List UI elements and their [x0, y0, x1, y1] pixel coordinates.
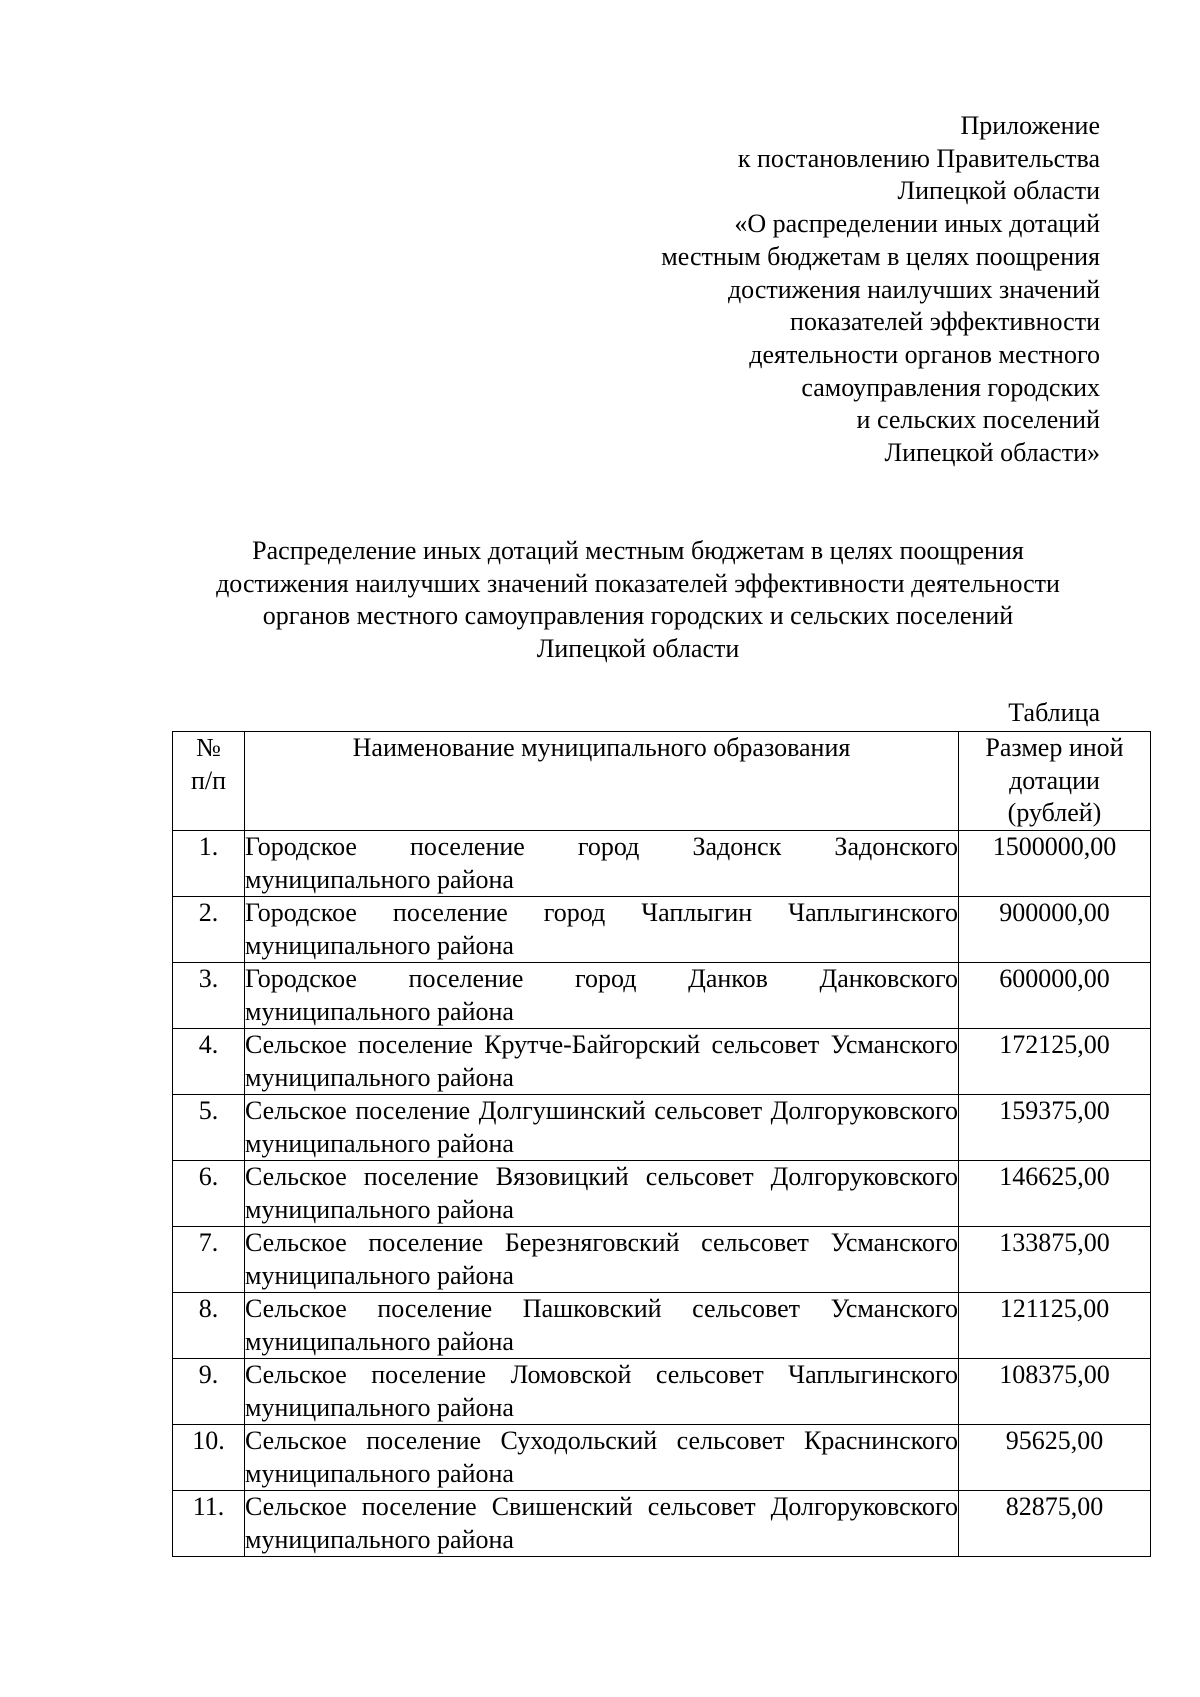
- appendix-line: достижения наилучших значений: [727, 274, 1100, 304]
- appendix-line: показателей эффективности: [790, 307, 1100, 337]
- row-amount: 900000,00: [959, 897, 1151, 963]
- row-name: Городское поселение город Данков Данковского муниципального района: [245, 963, 959, 1029]
- appendix-line: «О распределении иных дотаций: [734, 209, 1100, 239]
- row-amount: 159375,00: [959, 1095, 1151, 1161]
- appendix-line: и сельских поселений: [856, 405, 1100, 435]
- table-row: [173, 1359, 1151, 1425]
- row-name: Сельское поселение Крутче-Байгорский сельсовет Усманского муниципального района: [245, 1029, 959, 1095]
- row-number: 6.: [173, 1161, 245, 1227]
- table-row: [173, 897, 1151, 963]
- appendix-line: Липецкой области»: [884, 438, 1100, 468]
- table-row: [173, 1425, 1151, 1491]
- header-amount-line: (рублей): [1007, 798, 1102, 827]
- table-row: [173, 1227, 1151, 1293]
- appendix-line: местным бюджетам в целях поощрения: [661, 241, 1100, 271]
- appendix-line: Липецкой области: [897, 176, 1100, 206]
- row-name: Сельское поселение Березняговский сельсовет Усманского муниципального района: [245, 1227, 959, 1293]
- table-row: [173, 831, 1151, 897]
- title-line: Распределение иных дотаций местным бюджетам в целях поощрения: [252, 536, 1024, 565]
- table-row: [173, 1095, 1151, 1161]
- row-name: Городское поселение город Чаплыгин Чаплыгинского муниципального района: [245, 897, 959, 963]
- row-amount: 133875,00: [959, 1227, 1151, 1293]
- header-amount: [959, 732, 1151, 831]
- table-row: [173, 1029, 1151, 1095]
- row-name: Сельское поселение Суходольский сельсовет Краснинского муниципального района: [245, 1425, 959, 1491]
- row-amount: 1500000,00: [959, 831, 1151, 897]
- row-number: 5.: [173, 1095, 245, 1161]
- table-row: [173, 1491, 1151, 1557]
- row-amount: 146625,00: [959, 1161, 1151, 1227]
- table-row: [173, 1161, 1151, 1227]
- title-line: Липецкой области: [536, 633, 740, 663]
- table-label: Таблица: [1008, 698, 1100, 727]
- grants-table: [172, 731, 1151, 1557]
- header-number-line: п/п: [190, 765, 227, 795]
- row-name: Сельское поселение Пашковский сельсовет Усманского муниципального района: [245, 1293, 959, 1359]
- table-row: [173, 1293, 1151, 1359]
- appendix-line: Приложение: [960, 111, 1100, 140]
- row-amount: 108375,00: [959, 1359, 1151, 1425]
- row-amount: 82875,00: [959, 1491, 1151, 1557]
- row-number: 2.: [173, 897, 245, 963]
- document-title: [173, 535, 1103, 665]
- row-number: 7.: [173, 1227, 245, 1293]
- row-name: Сельское поселение Ломовской сельсовет Чаплыгинского муниципального района: [245, 1359, 959, 1425]
- table-header-row: [173, 732, 1151, 831]
- row-number: 9.: [173, 1359, 245, 1425]
- appendix-line: к постановлению Правительства: [737, 143, 1100, 173]
- header-amount-line: Размер иной: [985, 733, 1124, 762]
- row-name: Сельское поселение Свишенский сельсовет Долгоруковского муниципального района: [245, 1491, 959, 1557]
- appendix-line: самоуправления городских: [801, 372, 1100, 402]
- title-line: органов местного самоуправления городских и сельских поселений: [262, 601, 1014, 630]
- row-amount: 600000,00: [959, 963, 1151, 1029]
- header-amount-line: дотации: [1009, 765, 1100, 795]
- row-number: 4.: [173, 1029, 245, 1095]
- title-line: достижения наилучших значений показателей эффективности деятельности: [216, 568, 1060, 598]
- header-number: [173, 732, 245, 831]
- row-name: Сельское поселение Долгушинский сельсовет Долгоруковского муниципального района: [245, 1095, 959, 1161]
- row-number: 10.: [173, 1425, 245, 1491]
- header-name: Наименование муниципального образования: [245, 732, 959, 831]
- header-number-line: №: [196, 733, 221, 762]
- row-number: 8.: [173, 1293, 245, 1359]
- row-amount: 95625,00: [959, 1425, 1151, 1491]
- row-name: Сельское поселение Вязовицкий сельсовет Долгоруковского муниципального района: [245, 1161, 959, 1227]
- appendix-header: [500, 110, 1100, 470]
- row-amount: 172125,00: [959, 1029, 1151, 1095]
- row-number: 11.: [173, 1491, 245, 1557]
- row-amount: 121125,00: [959, 1293, 1151, 1359]
- appendix-line: деятельности органов местного: [749, 339, 1100, 369]
- row-number: 1.: [173, 831, 245, 897]
- row-number: 3.: [173, 963, 245, 1029]
- row-name: Городское поселение город Задонск Задонского муниципального района: [245, 831, 959, 897]
- table-row: [173, 963, 1151, 1029]
